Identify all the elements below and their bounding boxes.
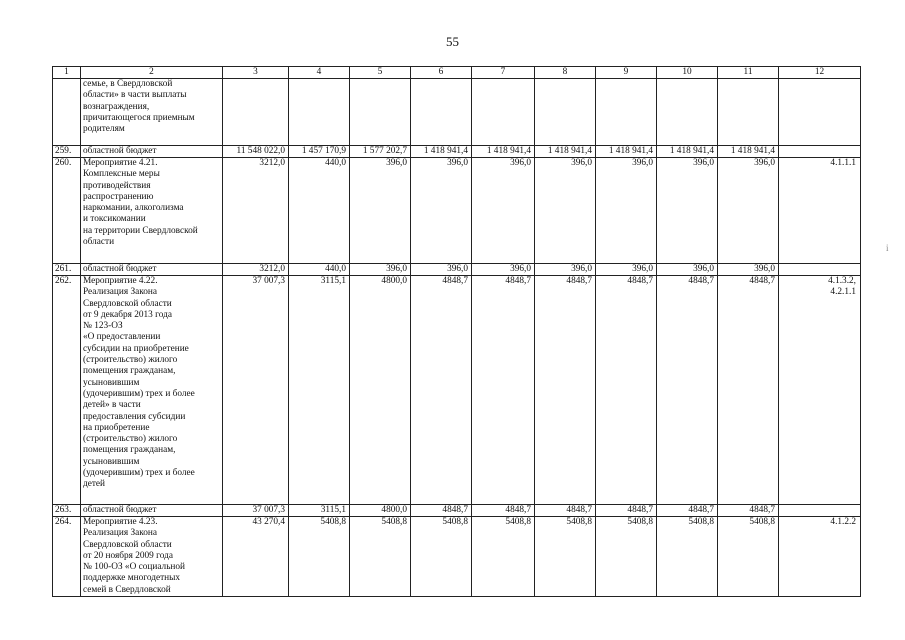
- value-total: 43 270,4: [223, 517, 289, 597]
- value-cell: 4848,7: [718, 276, 779, 505]
- value-cell: [718, 79, 779, 146]
- value-cell: 5408,8: [718, 517, 779, 597]
- header-cell: 1: [53, 67, 81, 79]
- value-total: 11 548 022,0: [223, 146, 289, 158]
- value-cell: 5408,8: [657, 517, 718, 597]
- value-cell: [535, 79, 596, 146]
- value-cell: [472, 79, 535, 146]
- value-cell: 396,0: [350, 264, 411, 276]
- table-row: [53, 276, 861, 505]
- row-number: 262.: [53, 276, 81, 505]
- value-cell: 4848,7: [718, 505, 779, 517]
- row-description: Мероприятие 4.21. Комплексные меры противодействия распространению наркомании, алкоголизма и токсикомании на территории Свердловской области: [81, 158, 223, 264]
- value-cell: 1 418 941,4: [657, 146, 718, 158]
- value-cell: 396,0: [657, 158, 718, 264]
- header-cell: 5: [350, 67, 411, 79]
- value-cell: 396,0: [472, 264, 535, 276]
- row-description: Мероприятие 4.23. Реализация Закона Свердловской области от 20 ноября 2009 года № 100-ОЗ «О социальной поддержке многодетных семей в Свердловской: [81, 517, 223, 597]
- value-cell: 4848,7: [596, 505, 657, 517]
- value-cell: [289, 79, 350, 146]
- table-row: [53, 158, 861, 264]
- value-cell: 5408,8: [289, 517, 350, 597]
- value-cell: 5408,8: [411, 517, 472, 597]
- row-description: областной бюджет: [81, 146, 223, 158]
- margin-mark: i: [886, 243, 889, 253]
- target-code: 4.1.3.2, 4.2.1.1: [779, 276, 861, 505]
- value-cell: 440,0: [289, 264, 350, 276]
- value-cell: 1 457 170,9: [289, 146, 350, 158]
- row-description: областной бюджет: [81, 505, 223, 517]
- value-total: 37 007,3: [223, 505, 289, 517]
- table-row: [53, 264, 861, 276]
- page-number: 55: [446, 34, 459, 49]
- budget-table: [52, 66, 861, 597]
- value-cell: 396,0: [535, 264, 596, 276]
- value-cell: 3115,1: [289, 505, 350, 517]
- target-code: [779, 79, 861, 146]
- header-cell: 6: [411, 67, 472, 79]
- row-number: 259.: [53, 146, 81, 158]
- row-number: 260.: [53, 158, 81, 264]
- target-code: [779, 146, 861, 158]
- table-row: [53, 79, 861, 146]
- value-cell: 1 418 941,4: [718, 146, 779, 158]
- value-cell: [350, 79, 411, 146]
- value-cell: 396,0: [596, 158, 657, 264]
- value-total: [223, 79, 289, 146]
- row-number: [53, 79, 81, 146]
- header-cell: 2: [81, 67, 223, 79]
- value-cell: [596, 79, 657, 146]
- header-cell: 11: [718, 67, 779, 79]
- value-cell: 1 418 941,4: [411, 146, 472, 158]
- table-row: [53, 146, 861, 158]
- value-cell: 440,0: [289, 158, 350, 264]
- target-code: [779, 505, 861, 517]
- value-cell: 3115,1: [289, 276, 350, 505]
- value-cell: 4848,7: [535, 276, 596, 505]
- header-cell: 9: [596, 67, 657, 79]
- table-row: [53, 517, 861, 597]
- row-description: семье, в Свердловской области» в части выплаты вознаграждения, причитающегося приемным родителям: [81, 79, 223, 146]
- row-number: 263.: [53, 505, 81, 517]
- value-cell: 396,0: [472, 158, 535, 264]
- row-number: 261.: [53, 264, 81, 276]
- value-cell: 396,0: [350, 158, 411, 264]
- header-cell: 12: [779, 67, 861, 79]
- value-cell: 4848,7: [472, 276, 535, 505]
- value-cell: 4848,7: [535, 505, 596, 517]
- value-total: 3212,0: [223, 264, 289, 276]
- value-cell: 4800,0: [350, 505, 411, 517]
- value-cell: 396,0: [657, 264, 718, 276]
- value-cell: 396,0: [411, 158, 472, 264]
- table-row: [53, 505, 861, 517]
- value-cell: 396,0: [535, 158, 596, 264]
- value-cell: 396,0: [596, 264, 657, 276]
- value-cell: 4848,7: [411, 505, 472, 517]
- value-cell: 5408,8: [472, 517, 535, 597]
- value-cell: 1 418 941,4: [535, 146, 596, 158]
- target-code: [779, 264, 861, 276]
- value-cell: 4800,0: [350, 276, 411, 505]
- value-cell: 1 577 202,7: [350, 146, 411, 158]
- value-cell: 396,0: [718, 158, 779, 264]
- header-cell: 3: [223, 67, 289, 79]
- value-total: 37 007,3: [223, 276, 289, 505]
- value-cell: 396,0: [411, 264, 472, 276]
- value-cell: 4848,7: [657, 276, 718, 505]
- row-description: областной бюджет: [81, 264, 223, 276]
- header-cell: 4: [289, 67, 350, 79]
- value-cell: 396,0: [718, 264, 779, 276]
- value-cell: 5408,8: [596, 517, 657, 597]
- value-cell: [657, 79, 718, 146]
- value-cell: 4848,7: [472, 505, 535, 517]
- value-total: 3212,0: [223, 158, 289, 264]
- target-code: 4.1.1.1: [779, 158, 861, 264]
- value-cell: 1 418 941,4: [596, 146, 657, 158]
- target-code: 4.1.2.2: [779, 517, 861, 597]
- value-cell: 1 418 941,4: [472, 146, 535, 158]
- column-number-row: [53, 67, 861, 79]
- value-cell: [411, 79, 472, 146]
- value-cell: 4848,7: [411, 276, 472, 505]
- value-cell: 5408,8: [535, 517, 596, 597]
- value-cell: 4848,7: [657, 505, 718, 517]
- header-cell: 7: [472, 67, 535, 79]
- row-number: 264.: [53, 517, 81, 597]
- value-cell: 4848,7: [596, 276, 657, 505]
- header-cell: 10: [657, 67, 718, 79]
- value-cell: 5408,8: [350, 517, 411, 597]
- header-cell: 8: [535, 67, 596, 79]
- row-description: Мероприятие 4.22. Реализация Закона Свердловской области от 9 декабря 2013 года № 123-ОЗ «О предоставлении субсидии на приобретение (строительство) жилого помещения гражданам, усыновившим (удочерившим) трех и более детей» в части предоставления субсидии на приобретение (строительство) жилого помещения гражданам, усыновившим (удочерившим) трех и более детей: [81, 276, 223, 505]
